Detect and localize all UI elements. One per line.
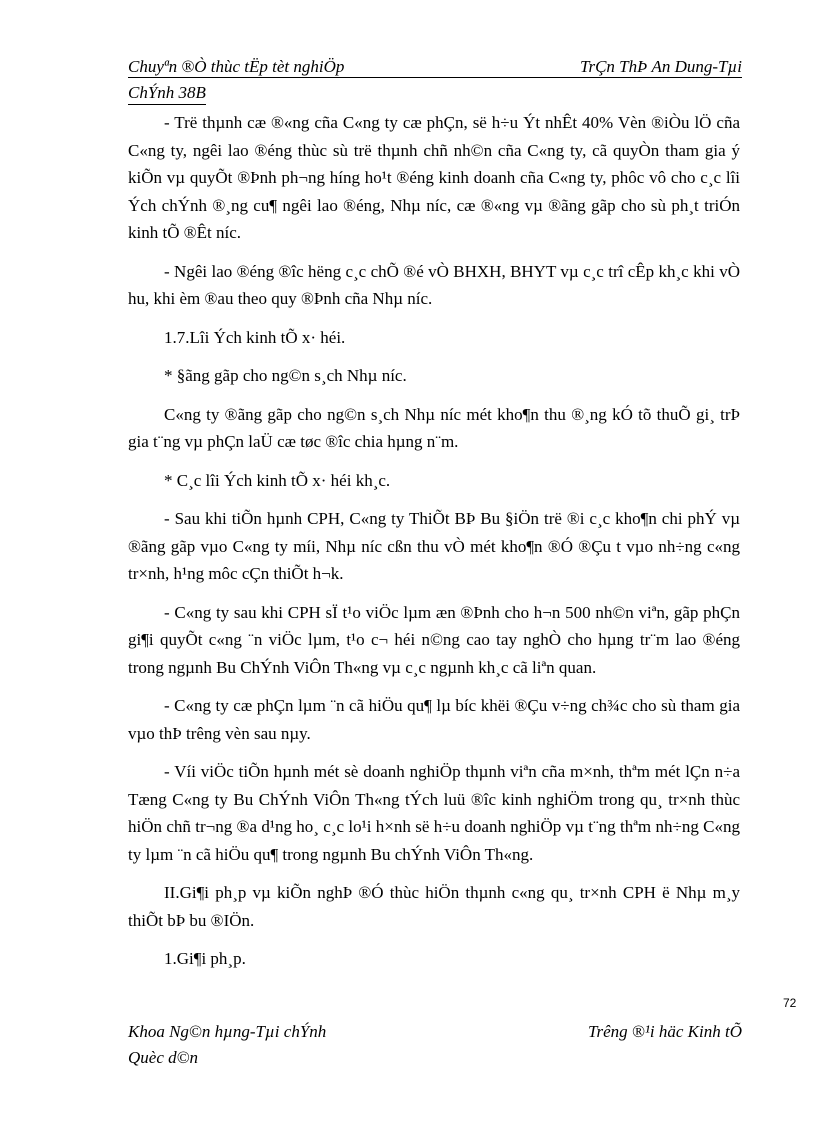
paragraph-experience: - Víi viÖc tiÕn hµnh mét sè doanh nghiÖp thµnh viªn cña m×nh, thªm mét lÇn n÷a Tæng C«ng ty Bu ChÝnh ViÔn Th«ng tÝch luü ®îc kinh nghiÖm trong qu¸ tr×nh thùc hiÖn chñ tr¬ng ®a d¹ng ho¸ c¸c lo¹i h×nh së h÷u doanh nghiÖp vµ t¨ng thªm nh÷ng C«ng ty lµm ¨n cã hiÖu qu¶ trong ngµnh Bu chÝnh ViÔn Th«ng.: [128, 762, 740, 864]
paragraph-benefits-workers: - Ngêi lao ®éng ®îc hëng c¸c chÕ ®é vÒ BHXH, BHYT vµ c¸c trî cÊp kh¸c khi vÒ hu, khi èm ®au theo quy ®Þnh cña Nhµ níc.: [128, 261, 740, 308]
page-number: 72: [783, 996, 797, 1010]
bullet-other-benefits: * C¸c lîi Ých kinh tÕ x· héi kh¸c.: [164, 470, 391, 490]
paragraph-shareholder: - Trë thµnh cæ ®«ng cña C«ng ty cæ phÇn, së h÷u Ýt nhÊt 40% Vèn ®iÒu lÖ cña C«ng ty, ngêi lao ®éng thùc sù trë thµnh chñ nh©n cña C«ng ty, cã quyÒn tham gia ý kiÕn vµ quyÕt ®Þnh ph¬ng híng ho¹t ®éng kinh doanh cña C«ng ty, phôc vô cho c¸c lîi Ých chÝnh ®¸ng cu¶ ngêi lao ®éng, Nhµ níc, cæ ®«ng vµ ®ãng gãp cho sù ph¸t triÓn kinh tÕ ®Êt níc.: [128, 113, 740, 242]
section-heading-solutions: II.Gi¶i ph¸p vµ kiÕn nghÞ ®Ó thùc hiÖn thµnh c«ng qu¸ tr×nh CPH ë Nhµ m¸y thiÕt bÞ bu ®IÖn.: [128, 883, 740, 930]
header-left-text: Chuyªn ®Ò thùc tËp tèt nghiÖp: [128, 57, 345, 76]
paragraph-budget-contribution: C«ng ty ®ãng gãp cho ng©n s¸ch Nhµ níc mét kho¶n thu ®¸ng kÓ tõ thuÕ gi¸ trÞ gia t¨ng vµ phÇn laÜ cæ tøc ®îc chia hµng n¨m.: [128, 404, 740, 451]
subheading-solutions: 1.Gi¶i ph¸p.: [164, 949, 246, 968]
paragraph-after-cph: - Sau khi tiÕn hµnh CPH, C«ng ty ThiÕt BÞ Bu §iÖn trë ®i c¸c kho¶n chi phÝ vµ ®ãng gãp vµo C«ng ty míi, Nhµ níc cßn thu vÒ mét kho¶n ®Ó ®Çu t vµo nh÷ng c«ng tr×nh, h¹ng môc cÇn thiÕt h¬k.: [128, 509, 740, 583]
footer-right-text: Trêng ®¹i häc Kinh tÕ: [587, 1022, 742, 1041]
header-rule: [128, 77, 742, 78]
header-continuation-text: ChÝnh 38B: [128, 82, 206, 105]
bullet-budget-contribution: * §ãng gãp cho ng©n s¸ch Nhµ níc.: [164, 366, 407, 385]
page-footer: [128, 1019, 742, 1071]
footer-left-text: Khoa Ng©n hµng-Tµi chÝnh: [128, 1022, 327, 1041]
paragraph-jobs: - C«ng ty sau khi CPH sÏ t¹o viÖc lµm æn ®Þnh cho h¬n 500 nh©n viªn, gãp phÇn gi¶i quyÕt c«ng ¨n viÖc lµm, t¹o c¬ héi n©ng cao tay nghÒ cho hµng tr¨m lao ®éng trong ngµnh Bu ChÝnh ViÔn Th«ng vµ c¸c ngµnh kh¸c cã liªn quan.: [128, 602, 740, 677]
subheading-socioeconomic-benefits: 1.7.Lîi Ých kinh tÕ x· héi.: [164, 327, 346, 347]
paragraph-capital-market: - C«ng ty cæ phÇn lµm ¨n cã hiÖu qu¶ lµ bíc khëi ®Çu v÷ng ch¾c cho sù tham gia vµo thÞ trêng vèn sau nµy.: [128, 696, 740, 743]
header-right-text: TrÇn ThÞ An Dung-Tµi: [579, 57, 742, 76]
page-header: [128, 54, 742, 106]
footer-line: [128, 1019, 742, 1045]
page-body: [128, 109, 740, 984]
footer-continuation-text: Quèc d©n: [128, 1048, 199, 1067]
